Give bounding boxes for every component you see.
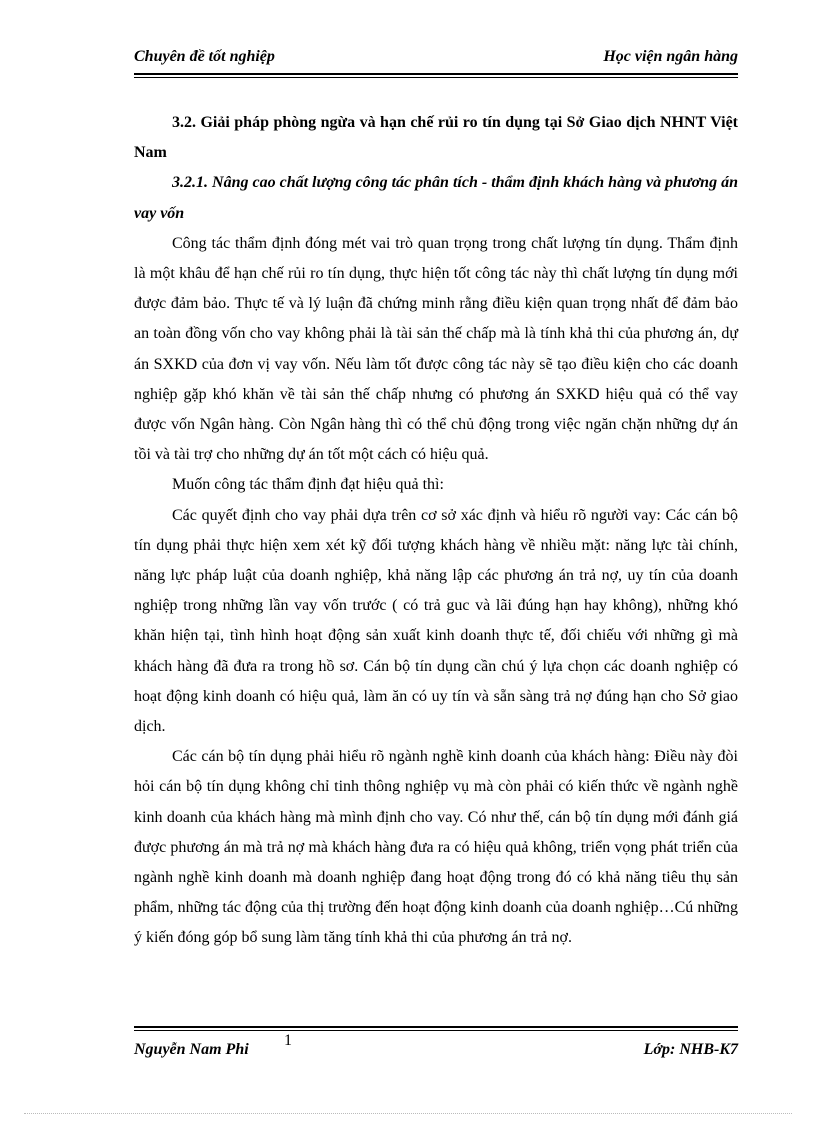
footer-author: Nguyễn Nam Phi (134, 1041, 249, 1058)
header-right-title: Học viện ngân hàng (603, 48, 738, 65)
footer-class: Lớp: NHB-K7 (643, 1041, 738, 1058)
header-rule (134, 73, 738, 75)
header-rule-thin (134, 77, 738, 78)
page-content (134, 108, 738, 954)
footer-rule-thin (134, 1030, 738, 1031)
paragraph: Muốn công tác thẩm định đạt hiệu quả thì: (172, 476, 444, 494)
subsection-heading: 3.2.1. Nâng cao chất lượng công tác phân tích - thẩm định khách hàng và phương án vay vốn (134, 174, 738, 222)
section-heading: 3.2. Giải pháp phòng ngừa và hạn chế rủi ro tín dụng tại Sở Giao dịch NHNT Việt Nam (134, 114, 738, 162)
footer-rule (134, 1026, 738, 1028)
page-footer (134, 1032, 738, 1062)
page-number: 1 (284, 1032, 292, 1049)
paragraph: Các cán bộ tín dụng phải hiểu rõ ngành nghề kinh doanh của khách hàng: Điều này đòi hỏi cán bộ tín dụng không chỉ tinh thông nghiệp vụ mà còn phải có kiến thức về ngành nghề kinh doanh của khách hàng mà mình định cho vay. Có như thế, cán bộ tín dụng mới đánh giá được phương án mà trả nợ mà khách hàng đưa ra có hiệu quả không, triển vọng phát triển của ngành nghề kinh doanh mà doanh nghiệp đang hoạt động trong đó có khả năng tiêu thụ sản phẩm, những tác động của thị trường đến hoạt động kinh doanh của doanh nghiệp…Cú những ý kiến đóng góp bổ sung làm tăng tính khả thi của phương án trả nợ. (134, 748, 738, 947)
paragraph: Các quyết định cho vay phải dựa trên cơ sở xác định và hiểu rõ người vay: Các cán bộ tín dụng phải thực hiện xem xét kỹ đối tượng khách hàng về nhiều mặt: năng lực tài chính, năng lực pháp luật của doanh nghiệp, khả năng lập các phương án trả nợ, uy tín của doanh nghiệp trong những lần vay vốn trước ( có trả guc và lãi đúng hạn hay không), những khó khăn hiện tại, tình hình hoạt động sản xuất kinh doanh thực tế, đối chiếu với những gì mà khách hàng đã đưa ra trong hồ sơ. Cán bộ tín dụng cần chú ý lựa chọn các doanh nghiệp có hoạt động kinh doanh có hiệu quả, làm ăn có uy tín và sẵn sàng trả nợ đúng hạn cho Sở giao dịch. (134, 506, 738, 736)
page-header (134, 48, 738, 66)
header-left-title: Chuyên đề tốt nghiệp (134, 48, 275, 65)
page-bottom-divider (24, 1113, 792, 1114)
paragraph: Công tác thẩm định đóng mét vai trò quan trọng trong chất lượng tín dụng. Thẩm định là một khâu để hạn chế rủi ro tín dụng, thực hiện tốt công tác này thì chất lượng tín dụng mới được đảm bảo. Thực tế và lý luận đã chứng minh rằng điều kiện quan trọng nhất để đảm bảo an toàn đồng vốn cho vay không phải là tài sản thế chấp mà là tính khả thi của phương án, dự án SXKD của đơn vị vay vốn. Nếu làm tốt được công tác này sẽ tạo điều kiện cho các doanh nghiệp gặp khó khăn về tài sản thế chấp nhưng có phương án SXKD hiệu quả có thể vay được vốn Ngân hàng. Còn Ngân hàng thì có thể chủ động trong việc ngăn chặn những dự án tồi và tài trợ cho những dự án tốt một cách có hiệu quả. (134, 234, 738, 464)
